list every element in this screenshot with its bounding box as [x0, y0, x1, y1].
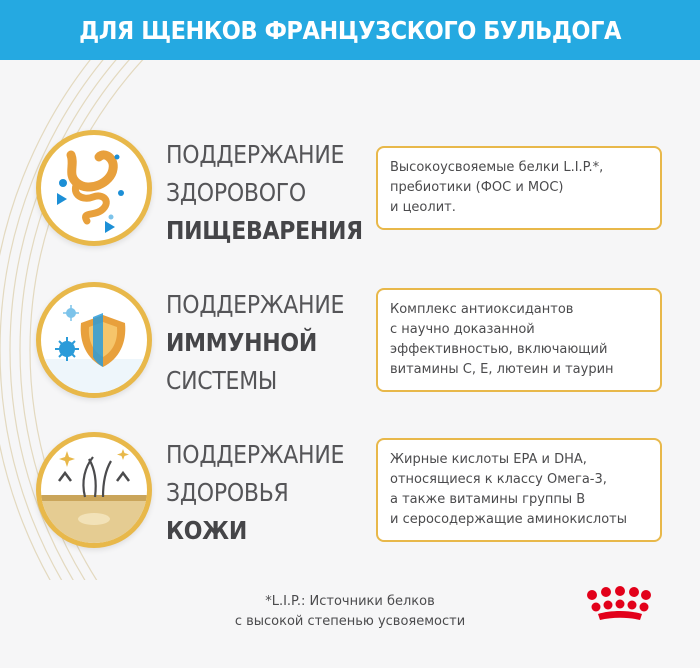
- skin-heading: [166, 436, 344, 550]
- heading-line: ПОДДЕРЖАНИЕ: [166, 140, 345, 169]
- digestion-heading: [166, 136, 363, 250]
- description-line: Высокоусвояемые белки L.I.P.*,: [390, 160, 604, 175]
- description-line: витамины С, Е, лютеин и таурин: [390, 362, 614, 377]
- description-line: Комплекс антиоксидантов: [390, 302, 574, 317]
- footnote-line: *L.I.P.: Источники белков: [265, 594, 435, 609]
- royal-canin-crown-icon: [582, 586, 656, 626]
- digestion-icon-badge: [36, 130, 152, 246]
- footnote: [200, 592, 500, 632]
- immunity-description: [376, 288, 662, 392]
- footnote-line: с высокой степенью усвояемости: [234, 614, 466, 629]
- description-line: и цеолит.: [390, 200, 456, 215]
- immunity-heading: [166, 286, 344, 400]
- header-banner: [0, 0, 700, 60]
- description-line: а также витамины группы В: [390, 492, 586, 507]
- heading-line: ЗДОРОВЬЯ: [166, 478, 289, 507]
- immunity-shield-icon: [41, 287, 147, 393]
- skin-description: [376, 438, 662, 542]
- heading-line: ПОДДЕРЖАНИЕ: [166, 290, 345, 319]
- stomach-icon: [41, 135, 147, 241]
- digestion-description: [376, 146, 662, 230]
- description-line: с научно доказанной: [390, 322, 535, 337]
- description-line: пребиотики (ФОС и МОС): [390, 180, 564, 195]
- description-line: Жирные кислоты EPA и DHA,: [390, 452, 587, 467]
- heading-line: ЗДОРОВОГО: [166, 178, 306, 207]
- skin-hair-icon: [41, 437, 147, 543]
- page-title: ДЛЯ ЩЕНКОВ ФРАНЦУЗСКОГО БУЛЬДОГА: [79, 15, 621, 45]
- heading-line-bold: КОЖИ: [166, 516, 247, 545]
- heading-line-bold: ПИЩЕВАРЕНИЯ: [166, 216, 363, 245]
- heading-line: ПОДДЕРЖАНИЕ: [166, 440, 345, 469]
- heading-line-bold: ИММУННОЙ: [166, 328, 317, 357]
- immunity-icon-badge: [36, 282, 152, 398]
- skin-icon-badge: [36, 432, 152, 548]
- heading-line: СИСТЕМЫ: [166, 366, 278, 395]
- description-line: эффективностью, включающий: [390, 342, 608, 357]
- description-line: относящиеся к классу Омега-3,: [390, 472, 607, 487]
- description-line: и серосодержащие аминокислоты: [390, 512, 627, 527]
